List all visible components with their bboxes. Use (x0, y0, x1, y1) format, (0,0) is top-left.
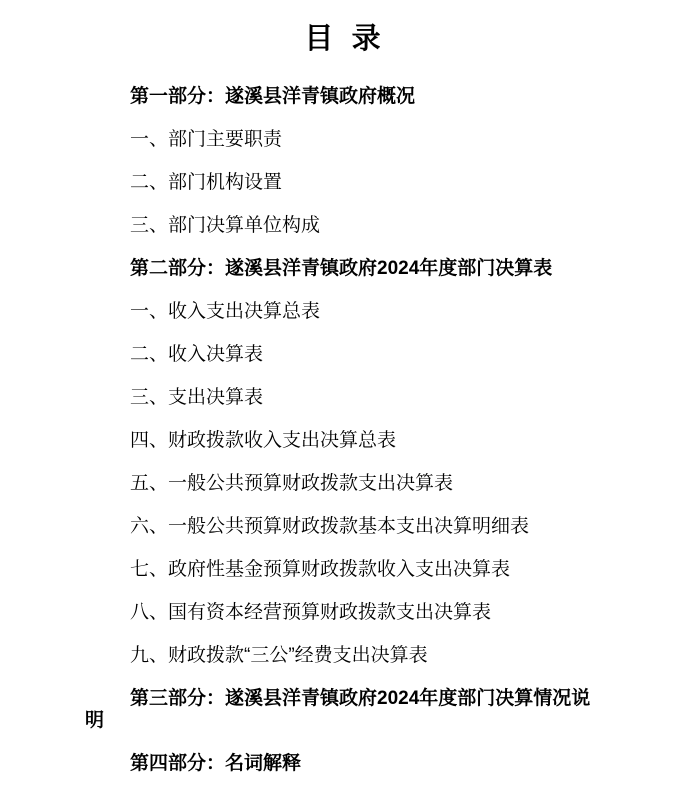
toc-entry: 五、一般公共预算财政拨款支出决算表 (130, 473, 454, 494)
toc-entry: 三、支出决算表 (130, 387, 264, 408)
toc-entry: 八、国有资本经营预算财政拨款支出决算表 (130, 602, 492, 623)
toc-part-heading: 第一部分：遂溪县洋青镇政府概况 (130, 86, 416, 107)
toc-part-heading: 第三部分：遂溪县洋青镇政府2024年度部门决算情况说明 (85, 688, 591, 731)
toc-entry: 一、收入支出决算总表 (130, 301, 321, 322)
toc-entry: 六、一般公共预算财政拨款基本支出决算明细表 (130, 516, 530, 537)
toc-entry: 四、财政拨款收入支出决算总表 (130, 430, 397, 451)
toc-entry: 二、收入决算表 (130, 344, 264, 365)
toc-entry: 七、政府性基金预算财政拨款收入支出决算表 (130, 559, 511, 580)
toc-entry: 二、部门机构设置 (130, 172, 283, 193)
toc-part-heading: 第二部分：遂溪县洋青镇政府2024年度部门决算表 (130, 258, 553, 279)
page-title: 目 录 (304, 23, 381, 55)
toc-list (85, 86, 600, 775)
toc-entry: 一、部门主要职责 (130, 129, 283, 150)
toc-entry: 三、部门决算单位构成 (130, 215, 321, 236)
toc-entry: 九、财政拨款“三公”经费支出决算表 (130, 645, 428, 666)
toc-part-heading: 第四部分：名词解释 (130, 753, 302, 774)
